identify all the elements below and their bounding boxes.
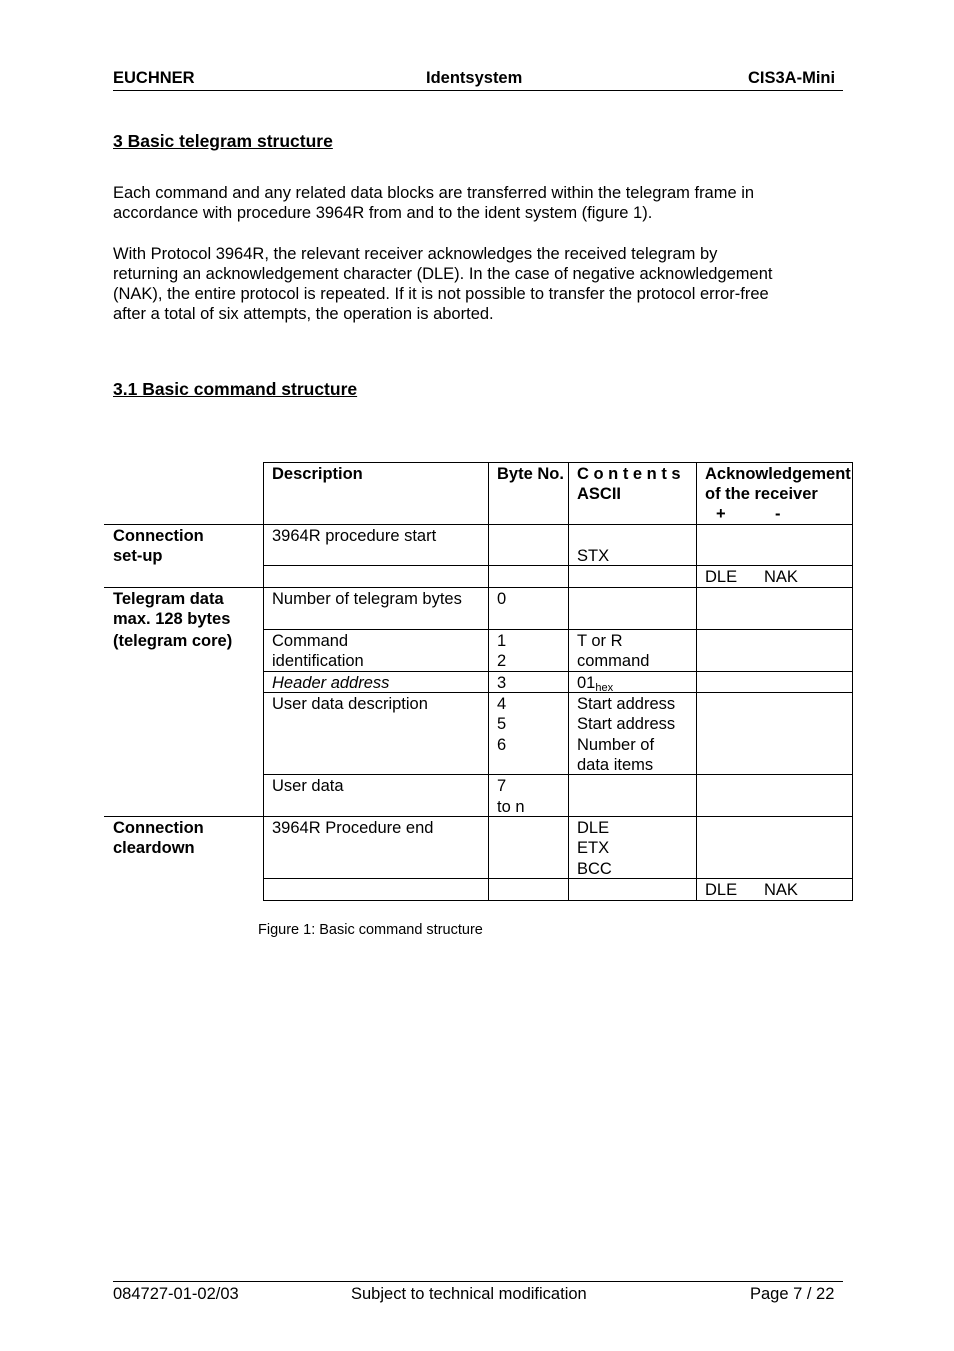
paragraph-line: returning an acknowledgement character (DLE). In the case of negative acknowledgement: [113, 265, 773, 283]
ack-positive-symbol: +: [716, 505, 726, 523]
table-border: [263, 774, 853, 775]
column-header-contents-ascii: ASCII: [577, 485, 622, 503]
table-cell: 0: [497, 590, 507, 608]
footer-notice: Subject to technical modification: [351, 1285, 587, 1303]
paragraph-line: (NAK), the entire protocol is repeated. If it is not possible to transfer the protocol error-free: [113, 285, 769, 303]
table-cell: 3964R Procedure end: [272, 819, 434, 837]
paragraph-line: after a total of six attempts, the operation is aborted.: [113, 305, 494, 323]
table-cell: ETX: [577, 839, 610, 857]
group-label: (telegram core): [113, 632, 233, 650]
table-cell: Start address: [577, 695, 676, 713]
table-cell: command: [577, 652, 650, 670]
footer-document-number: 084727-01-02/03: [113, 1285, 239, 1303]
header-rule: [113, 90, 843, 91]
ack-negative-symbol: -: [775, 505, 781, 523]
table-border: [852, 462, 853, 901]
table-border: [104, 524, 853, 525]
table-cell: Header address: [272, 674, 390, 692]
paragraph-line: accordance with procedure 3964R from and to the ident system (figure 1).: [113, 204, 653, 222]
table-cell: 7: [497, 777, 507, 795]
header-company: EUCHNER: [113, 69, 195, 87]
section-heading: 3 Basic telegram structure: [113, 131, 333, 151]
footer-page-number: Page 7 / 22: [750, 1285, 835, 1303]
paragraph-2: [113, 244, 848, 324]
header-product: CIS3A-Mini: [748, 69, 836, 87]
table-cell: User data: [272, 777, 344, 795]
table-border: [263, 900, 853, 901]
paragraph-1: [113, 183, 848, 223]
table-cell: Command: [272, 632, 349, 650]
table-cell: STX: [577, 547, 610, 565]
column-header-receiver: of the receiver: [705, 485, 818, 503]
table-cell: [577, 673, 613, 693]
table-cell: DLE: [577, 819, 610, 837]
table-border: [263, 629, 853, 630]
column-header-byte-no: Byte No.: [497, 465, 564, 483]
group-label: max. 128 bytes: [113, 610, 231, 628]
header-address-value: 01: [577, 674, 596, 692]
hex-subscript: hex: [595, 682, 614, 694]
group-label: Connection: [113, 527, 204, 545]
table-border: [263, 878, 853, 879]
table-cell: BCC: [577, 860, 612, 878]
table-cell: Number of: [577, 736, 655, 754]
table-border: [263, 462, 853, 463]
group-label: Telegram data: [113, 590, 224, 608]
table-cell: DLE: [705, 881, 738, 899]
table-cell: 1: [497, 632, 507, 650]
group-label: cleardown: [113, 839, 195, 857]
table-cell: 2: [497, 652, 507, 670]
table-cell: DLE: [705, 568, 738, 586]
table-cell: data items: [577, 756, 654, 774]
column-header-acknowledgement: Acknowledgement: [705, 465, 851, 483]
subsection-heading: 3.1 Basic command structure: [113, 379, 358, 399]
column-header-description: Description: [272, 465, 363, 483]
table-border: [263, 462, 264, 901]
table-border: [104, 587, 853, 588]
table-cell: 6: [497, 736, 507, 754]
table-border: [263, 671, 853, 672]
table-border: [104, 816, 853, 817]
group-label: set-up: [113, 547, 163, 565]
header-title: Identsystem: [426, 69, 523, 87]
table-cell: T or R: [577, 632, 623, 650]
table-border: [568, 462, 569, 901]
table-border: [263, 565, 853, 566]
column-header-contents: C o n t e n t s: [577, 465, 681, 483]
table-border: [488, 462, 489, 901]
table-cell: 3964R procedure start: [272, 527, 437, 545]
group-label: Connection: [113, 819, 204, 837]
footer-rule: [113, 1281, 843, 1282]
table-cell: NAK: [764, 881, 798, 899]
table-cell: 5: [497, 715, 507, 733]
table-cell: to n: [497, 798, 525, 816]
table-cell: Start address: [577, 715, 676, 733]
table-cell: Number of telegram bytes: [272, 590, 462, 608]
figure-caption: Figure 1: Basic command structure: [258, 922, 483, 938]
table-cell: identification: [272, 652, 364, 670]
paragraph-line: Each command and any related data blocks are transferred within the telegram frame in: [113, 184, 755, 202]
table-cell: User data description: [272, 695, 428, 713]
table-cell: 4: [497, 695, 507, 713]
table-cell: 3: [497, 674, 507, 692]
table-border: [696, 462, 697, 901]
paragraph-line: With Protocol 3964R, the relevant receiver acknowledges the received telegram by: [113, 245, 718, 263]
table-cell: NAK: [764, 568, 798, 586]
